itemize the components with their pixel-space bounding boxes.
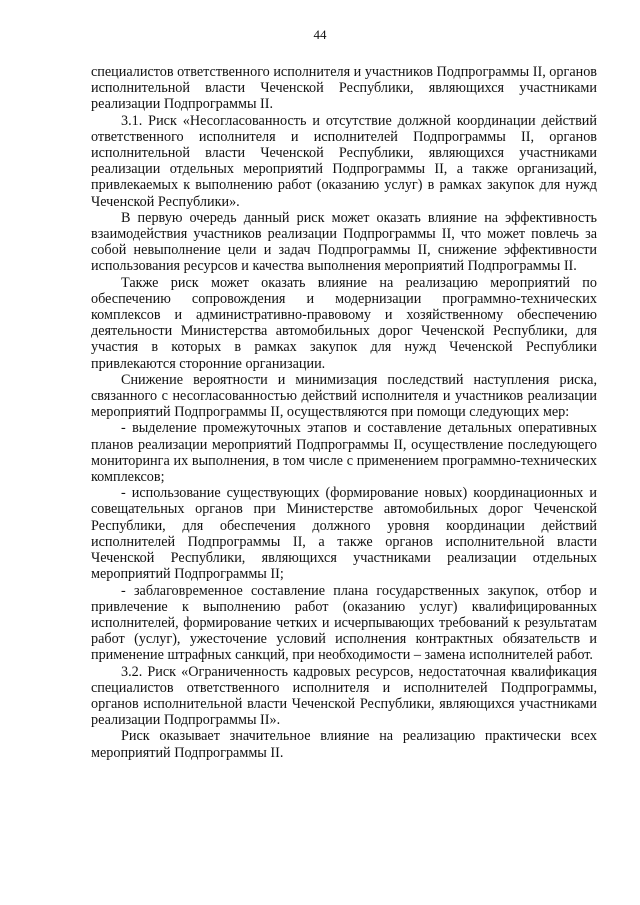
page-number: 44: [313, 27, 327, 42]
paragraph-risk-impact: В первую очередь данный риск может оказать влияние на эффективность взаимодействия участников реализации Подпрограммы II, что может повлечь за собой невыполнение цели и задач Подпрограммы II, снижение эффективности использования ресурсов и качества выполнения мероприятий Подпрограммы II.: [91, 209, 597, 275]
paragraph-risk-3-1: 3.1. Риск «Несогласованность и отсутствие должной координации действий ответственного исполнителя и исполнителей Подпрограммы II, органов исполнительной власти Чеченской Республики, являющихся участниками реализации отдельных мероприятий Подпрограммы II, а также организаций, привлекаемых к выполнению работ (оказанию услуг) в рамках закупок для нужд Чеченской Республики».: [91, 112, 597, 210]
paragraph-risk-activities: Также риск может оказать влияние на реализацию мероприятий по обеспечению сопровождения и модернизации программно-технических комплексов и административно-правовому и хозяйственному обеспечению деятельности Министерства автомобильных дорог Чеченской Республики, для участия в которых в рамках закупок для нужд Чеченской Республики привлекаются сторонние организации.: [91, 274, 597, 372]
list-item-coordination: - использование существующих (формирование новых) координационных и совещательных органов при Министерстве автомобильных дорог Чеченской Республики, для обеспечения должного уровня координации действий исполнителей Подпрограммы II, а также органов исполнительной власти Чеченской Республики, являющихся участниками реализации отдельных мероприятий Подпрограммы II;: [91, 485, 597, 583]
paragraph-continuation: специалистов ответственного исполнителя и участников Подпрограммы II, органов исполнительной власти Чеченской Республики, являющихся участниками реализации Подпрограммы II.: [91, 64, 597, 113]
paragraph-risk-influence: Риск оказывает значительное влияние на реализацию практически всех мероприятий Подпрограммы II.: [91, 728, 597, 761]
paragraph-risk-3-2: 3.2. Риск «Ограниченность кадровых ресурсов, недостаточная квалификация специалистов ответственного исполнителя и исполнителей Подпрограммы, органов исполнительной власти Чеченской Республики, являющихся участниками реализации Подпрограммы II».: [91, 663, 597, 729]
list-item-procurement: - заблаговременное составление плана государственных закупок, отбор и привлечение к выполнению работ (оказанию услуг) квалифицированных исполнителей, формирование четких и исчерпывающих требований к результатам работ (услуг), ужесточение условий исполнения контрактных обязательств и применение штрафных санкций, при необходимости – замена исполнителей работ.: [91, 582, 597, 664]
list-item-staging: - выделение промежуточных этапов и составление детальных оперативных планов реализации мероприятий Подпрограммы II, осуществление последующего мониторинга их выполнения, в том числе с применением программно-технических комплексов;: [91, 420, 597, 486]
paragraph-mitigation-intro: Снижение вероятности и минимизация последствий наступления риска, связанного с несогласованностью действий исполнителя и участников реализации мероприятий Подпрограммы II, осуществляются при помощи следующих мер:: [91, 371, 597, 421]
document-body: [91, 64, 597, 761]
